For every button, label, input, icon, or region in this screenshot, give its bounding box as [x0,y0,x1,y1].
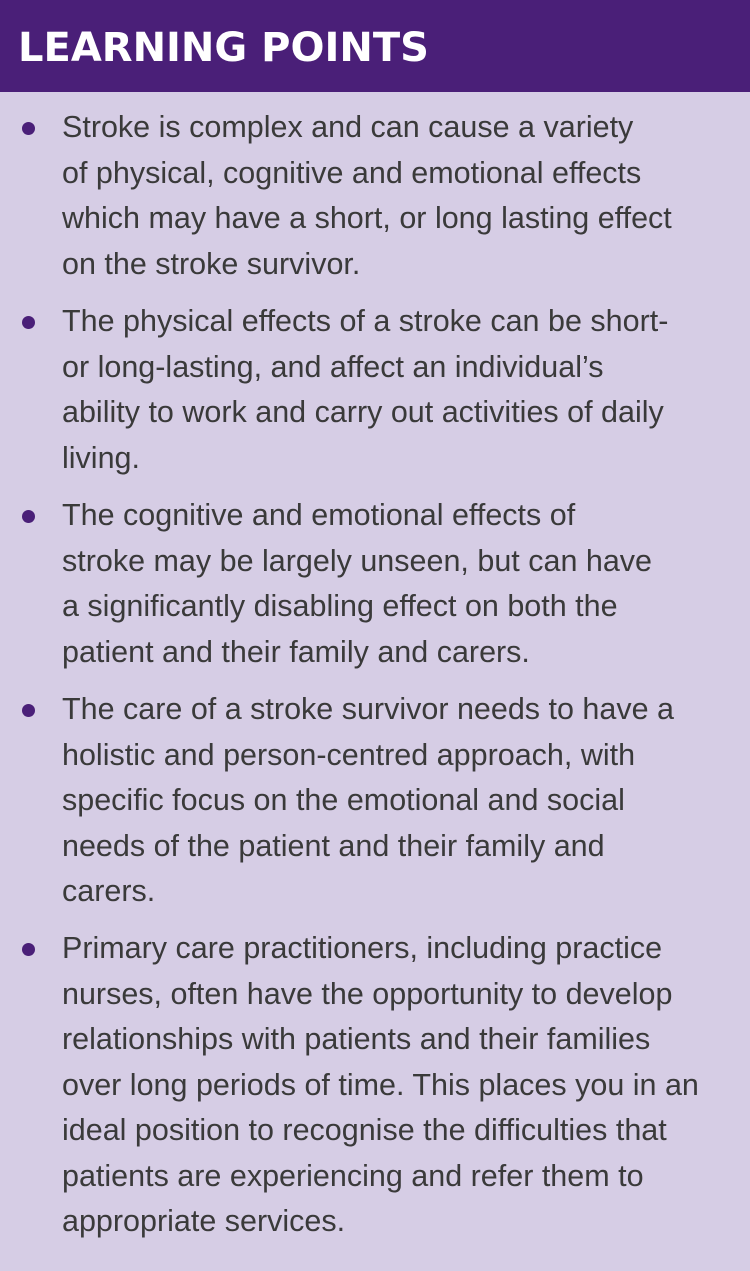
bullet-icon [22,704,35,717]
learning-point-item [0,105,750,287]
learning-point-item [0,287,750,481]
learning-point-item [0,914,750,1245]
learning-point-text: The cognitive and emotional effects of stroke may be largely unseen, but can have a significantly disabling effect on both the patient and their family and carers. [62,498,653,669]
learning-point-text: Primary care practitioners, including practice nurses, often have the opportunity to develop relationships with patients and their families over long periods of time. This places you in an ideal position to recognise the difficulties that patients are experiencing and refer them to appropriate services. [62,931,699,1238]
learning-point-item [0,675,750,914]
learning-point-text: The care of a stroke survivor needs to have a holistic and person-centred approach, with specific focus on the emotional and social needs of the patient and their family and carers. [62,692,675,908]
bullet-icon [22,943,35,956]
learning-points-title: LEARNING POINTS [18,25,429,71]
bullet-icon [22,316,35,329]
learning-points-list [0,105,750,1245]
learning-point-text: Stroke is complex and can cause a variety of physical, cognitive and emotional effects which may have a short, or long lasting effect on the stroke survivor. [62,110,672,281]
bullet-icon [22,122,35,135]
bullet-icon [22,510,35,523]
learning-point-item [0,481,750,675]
learning-points-header [0,0,750,92]
learning-point-text: The physical effects of a stroke can be short- or long-lasting, and affect an individual’s ability to work and carry out activities of daily living. [62,304,669,475]
